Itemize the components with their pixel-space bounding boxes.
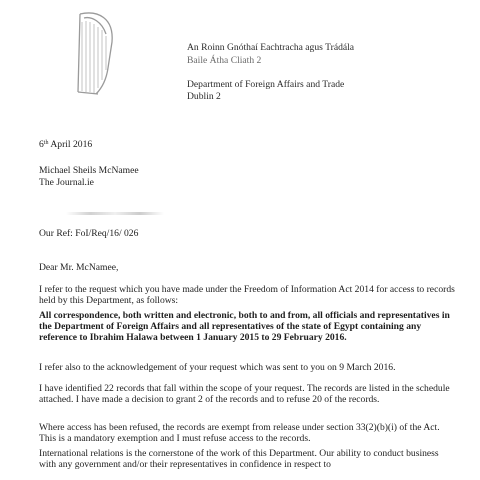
paragraph-exemption: Where access has been refused, the records are exempt from release under section 33(2)(b)(i) of the Act. This is a mandatory exemption and I must refuse access to the records. [39,422,440,445]
salutation: Dear Mr. McNamee, [39,262,119,273]
recipient-name: Michael Sheils McNamee [39,165,139,176]
department-name: Department of Foreign Affairs and Trade [187,79,345,90]
recipient-organisation: The Journal.ie [39,177,94,188]
paragraph-international-relations: International relations is the cornerstone of the work of this Department. Our ability to conduct business with any government and/or their representatives in confidence in respect to [39,448,439,471]
scan-smudge [66,212,164,215]
date-rest: April 2016 [48,139,93,150]
paragraph-acknowledgement: I refer also to the acknowledgement of your request which was sent to you on 9 March 2016. [39,362,396,373]
letter-date [39,139,92,150]
paragraph-request-quote: All correspondence, both written and electronic, both to and from, all officials and representatives in the Department of Foreign Affairs and all representatives of the state of Egypt containing any reference to Ibrahim Halawa between 1 January 2015 to 29 February 2016. [39,310,450,344]
date-suffix: th [43,140,49,146]
reference-number: Our Ref: FoI/Req/16/ 026 [39,228,139,239]
irish-department-name: An Roinn Gnóthaí Eachtracha agus Trádála [187,42,355,53]
irish-city: Baile Átha Cliath 2 [187,55,262,66]
paragraph-request: I refer to the request which you have made under the Freedom of Information Act 2014 for access to records held by this Department, as follows: [39,284,455,307]
harp-icon [68,8,118,100]
date-day: 6 [39,139,44,150]
city: Dublin 2 [187,91,221,102]
paragraph-records-identified: I have identified 22 records that fall within the scope of your request. The records are listed in the schedule attached. I have made a decision to grant 2 of the records and to refuse 20 of the records. [39,383,450,406]
